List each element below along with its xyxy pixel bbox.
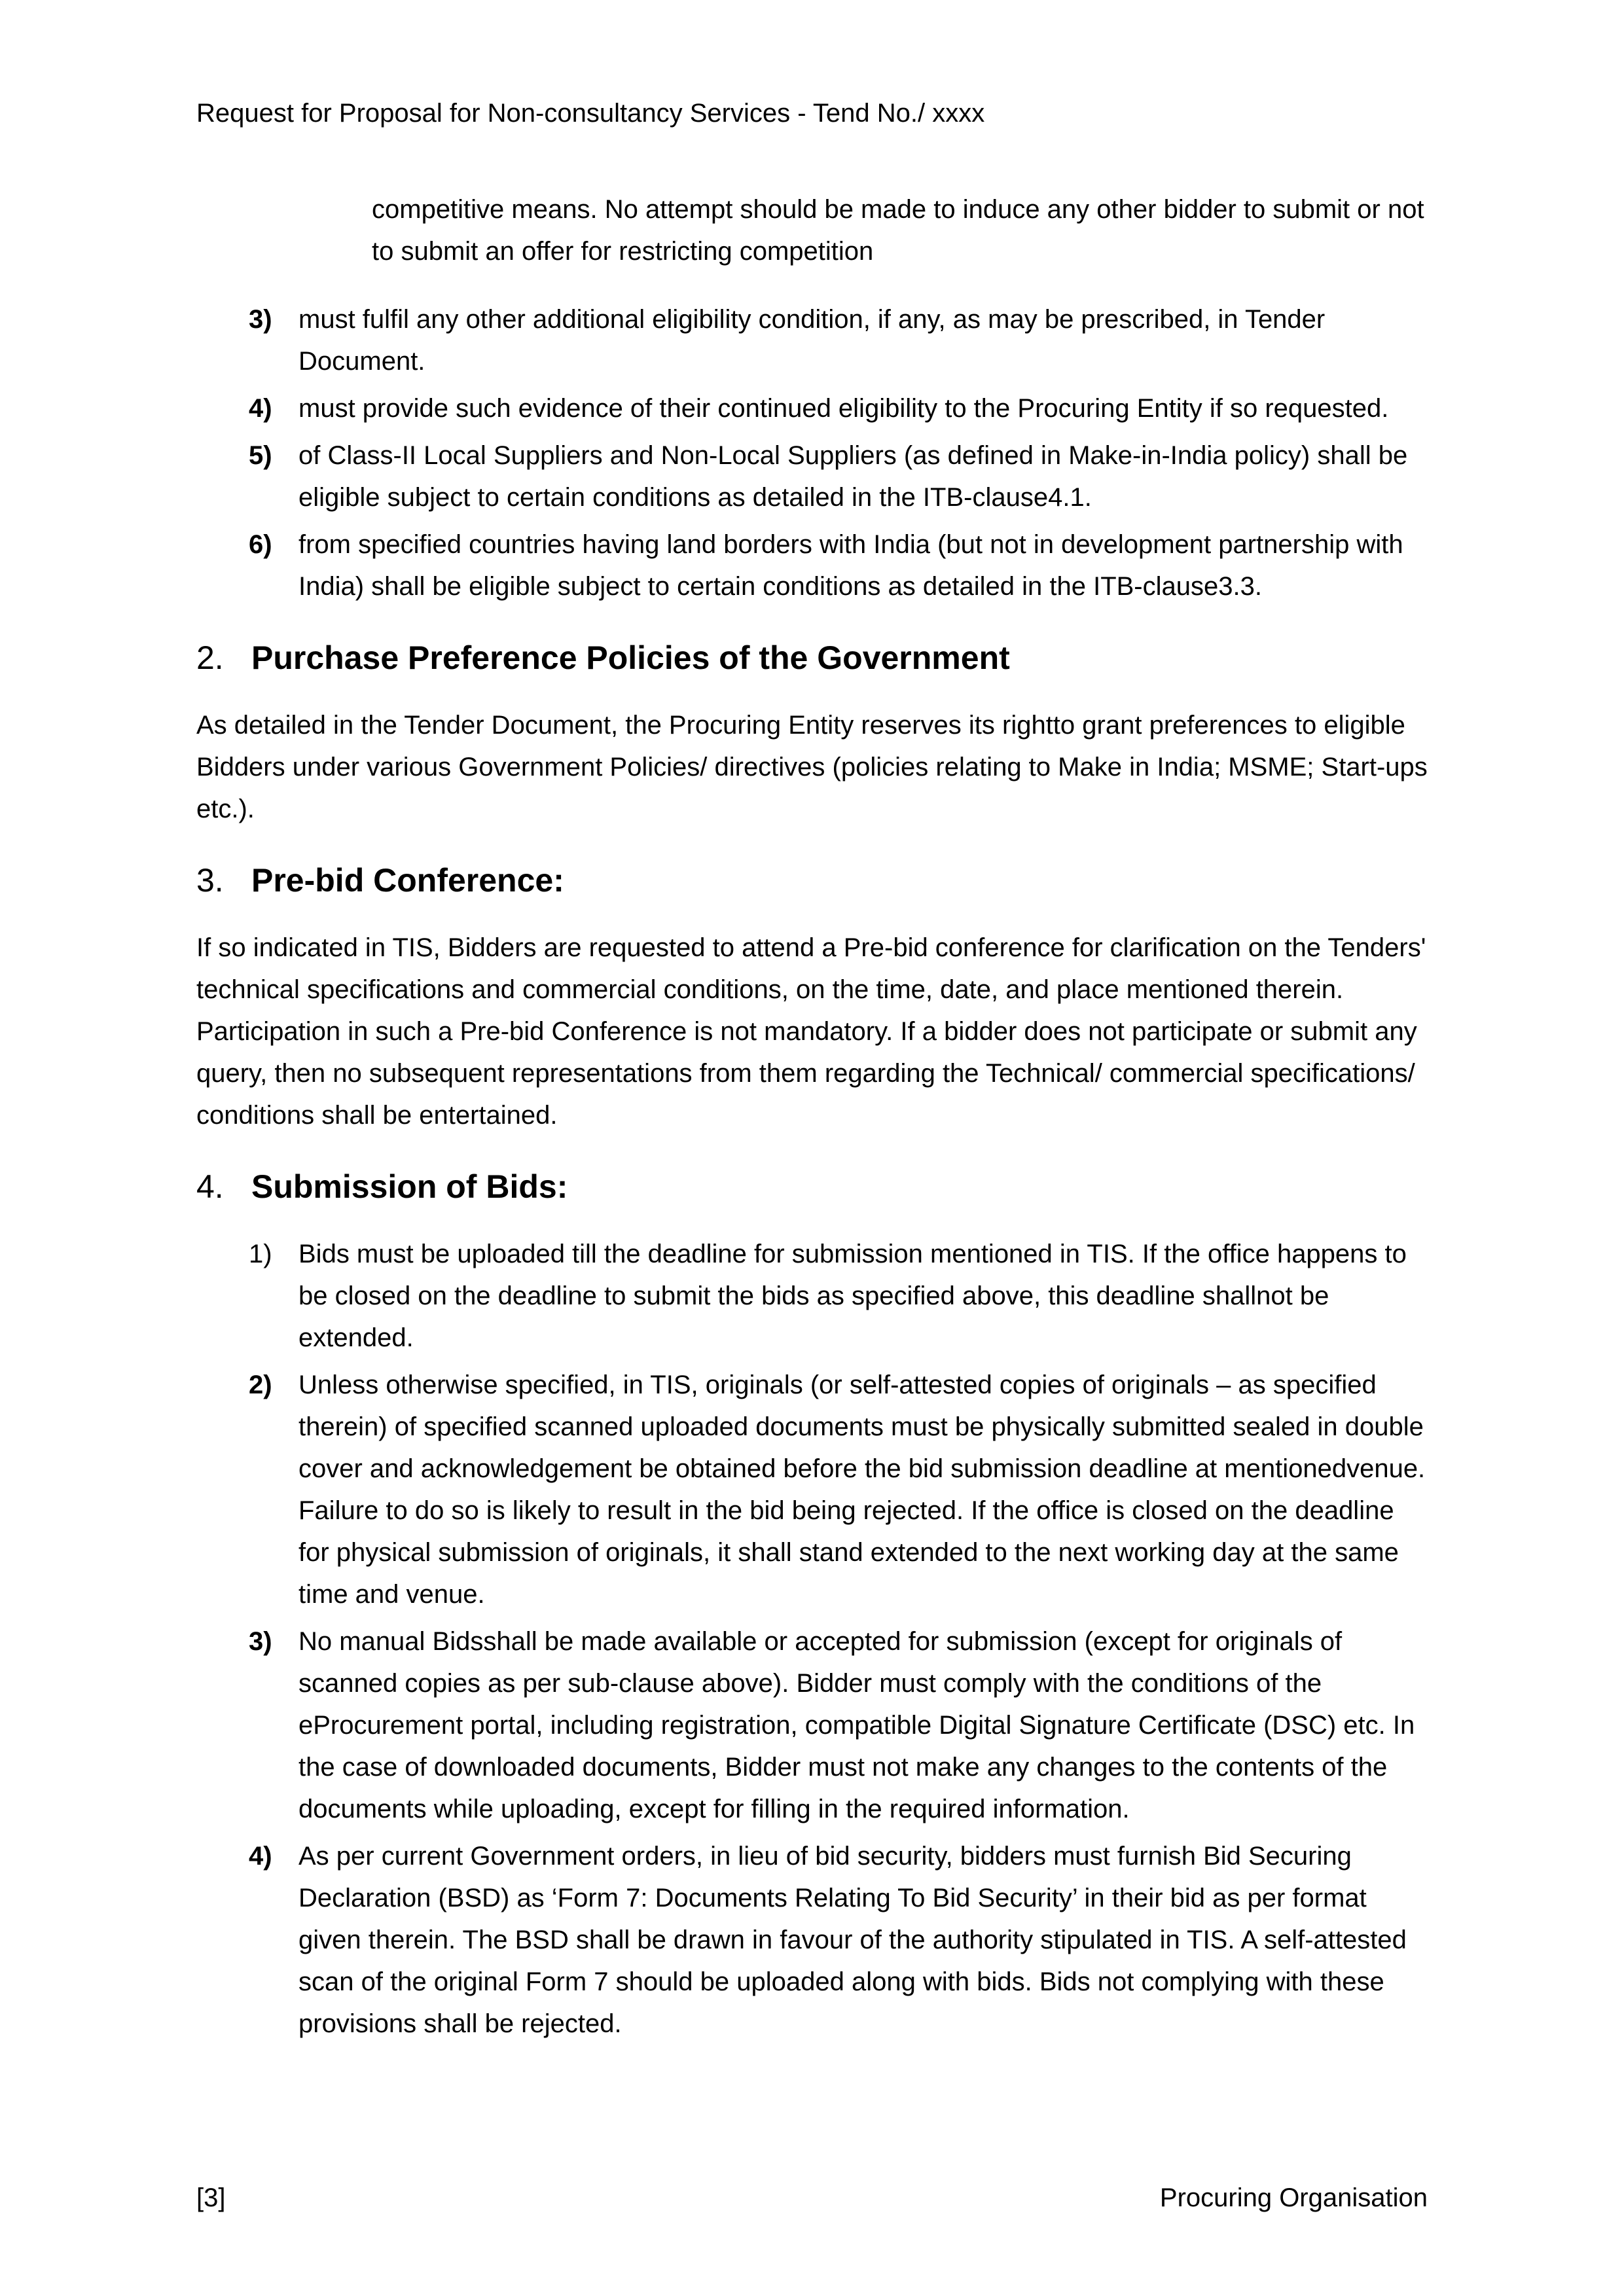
list-item-marker: 4)	[249, 394, 272, 423]
page-footer	[196, 2179, 1428, 2216]
page-number: [3]	[196, 2183, 226, 2212]
heading-number: 3.	[196, 862, 224, 899]
list-item-text: must provide such evidence of their continued eligibility to the Procuring Entity if so requested.	[298, 394, 1389, 423]
section-paragraph-pre-bid-conference: If so indicated in TIS, Bidders are requested to attend a Pre-bid conference for clarification on the Tenders' technical specifications and commercial conditions, on the time, date, and place mentioned therein. Participation in such a Pre-bid Conference is not mandatory. If a bidder does not participate or submit any query, then no subsequent representations from them regarding the Technical/ commercial specifications/ conditions shall be entertained.	[196, 933, 1426, 1130]
list-item-marker: 4)	[249, 1842, 272, 1871]
list-item	[249, 524, 1428, 607]
list-item-text: As per current Government orders, in lieu of bid security, bidders must furnish Bid Securing Declaration (BSD) as ‘Form 7: Documents Relating To Bid Security’ in their bid as per format given therein. The BSD shall be drawn in favour of the authority stipulated in TIS. A self-attested scan of the original Form 7 should be uploaded along with bids. Bids not complying with these provisions shall be rejected.	[298, 1842, 1407, 2038]
section-heading-submission-of-bids	[196, 1166, 1428, 1207]
list-item-marker: 6)	[249, 530, 272, 559]
list-item	[249, 435, 1428, 518]
list-item-text: No manual Bidsshall be made available or accepted for submission (except for originals of scanned copies as per sub-clause above). Bidder must comply with the conditions of the eProcurement portal, including registration, compatible Digital Signature Certificate (DSC) etc. In the case of downloaded documents, Bidder must not make any changes to the contents of the documents while uploading, except for filling in the required information.	[298, 1627, 1415, 1823]
section-paragraph-purchase-preference: As detailed in the Tender Document, the Procuring Entity reserves its rightto grant preferences to eligible Bidders under various Government Policies/ directives (policies relating to Make in India; MSME; Start-ups etc.).	[196, 711, 1428, 823]
heading-title: Pre-bid Conference:	[251, 862, 564, 899]
list-item-marker: 3)	[249, 1627, 272, 1656]
list-item-text: must fulfil any other additional eligibility condition, if any, as may be prescribed, in Tender Document.	[298, 305, 1326, 376]
list-item-text: from specified countries having land borders with India (but not in development partnership with India) shall be eligible subject to certain conditions as detailed in the ITB-clause3.3.	[298, 530, 1403, 601]
list-item-marker: 5)	[249, 441, 272, 470]
page-header: Request for Proposal for Non-consultancy Services - Tend No./ xxxx	[196, 99, 985, 128]
eligibility-conditions-list	[249, 298, 1428, 607]
list-item	[249, 387, 1428, 429]
list-item-marker: 3)	[249, 305, 272, 334]
section-heading-pre-bid-conference	[196, 860, 1428, 901]
list-item-text: Bids must be uploaded till the deadline for submission mentioned in TIS. If the office happens to be closed on the deadline to submit the bids as specified above, this deadline shallnot be extended.	[298, 1240, 1407, 1352]
list-item	[249, 298, 1428, 382]
list-item-marker: 2)	[249, 1371, 272, 1399]
list-item	[249, 1364, 1428, 1615]
section-heading-purchase-preference	[196, 637, 1428, 678]
list-item-text: Unless otherwise specified, in TIS, originals (or self-attested copies of originals – as specified therein) of specified scanned uploaded documents must be physically submitted sealed in double cover and acknowledgement be obtained before the bid submission deadline at mentionedvenue. Failure to do so is likely to result in the bid being rejected. If the office is closed on the deadline for physical submission of originals, it shall stand extended to the next working day at the same time and venue.	[298, 1371, 1426, 1609]
list-item	[249, 1621, 1428, 1830]
list-item-marker: 1)	[249, 1240, 272, 1268]
bid-submission-list	[249, 1233, 1428, 2045]
carryover-paragraph: competitive means. No attempt should be made to induce any other bidder to submit or not to submit an offer for restricting competition	[372, 195, 1424, 266]
heading-title: Submission of Bids:	[251, 1168, 568, 1205]
heading-number: 4.	[196, 1168, 224, 1205]
footer-organisation: Procuring Organisation	[1159, 2183, 1428, 2212]
list-item	[249, 1233, 1428, 1359]
heading-title: Purchase Preference Policies of the Government	[251, 639, 1010, 676]
heading-number: 2.	[196, 639, 224, 676]
document-content	[196, 188, 1428, 2050]
list-item	[249, 1835, 1428, 2045]
list-item-text: of Class-II Local Suppliers and Non-Local Suppliers (as defined in Make-in-India policy) shall be eligible subject to certain conditions as detailed in the ITB-clause4.1.	[298, 441, 1408, 512]
